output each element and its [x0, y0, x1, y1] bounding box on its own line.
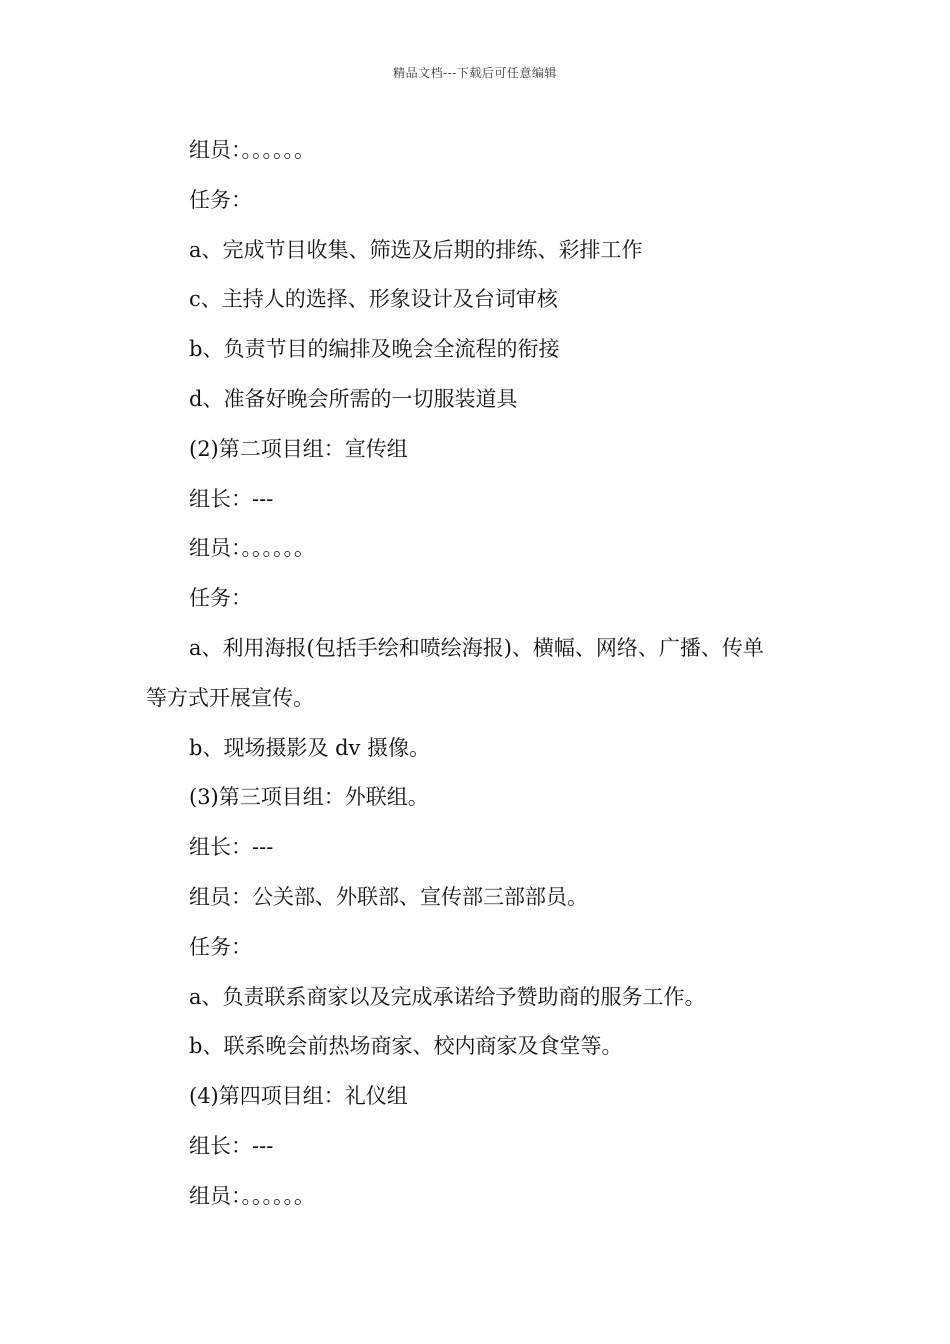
text-line: 组员：。。。。。。	[189, 536, 315, 561]
text-line: 任务：	[189, 934, 252, 959]
text-line: a、负责联系商家以及完成承诺给予赞助商的服务工作。	[189, 984, 706, 1009]
text-line: 组员：。。。。。。	[189, 138, 315, 162]
text-line: b、负责节目的编排及晚会全流程的衔接	[189, 337, 560, 362]
document-body	[146, 126, 816, 1222]
text-line: 组长：---	[189, 486, 274, 511]
text-line: 组员：公关部、外联部、宣传部三部部员。	[189, 884, 588, 909]
text-line: 任务：	[189, 187, 252, 212]
section-heading: (4)第四项目组：礼仪组	[189, 1084, 408, 1109]
section-heading: (2)第二项目组：宣传组	[189, 436, 408, 461]
text-line: 组长：---	[189, 835, 274, 860]
section-heading: (3)第三项目组：外联组。	[189, 785, 429, 810]
text-line: 组长：---	[189, 1133, 274, 1158]
text-line: 组员：。。。。。。	[189, 1183, 315, 1208]
text-line: a、利用海报(包括手绘和喷绘海报)、横幅、网络、广播、传单	[189, 635, 764, 660]
text-line: c、主持人的选择、形象设计及台词审核	[189, 287, 558, 312]
text-line: a、完成节目收集、筛选及后期的排练、彩排工作	[189, 237, 643, 262]
text-line: d、准备好晚会所需的一切服装道具	[189, 386, 518, 411]
text-line: b、联系晚会前热场商家、校内商家及食堂等。	[189, 1034, 623, 1059]
text-line: b、现场摄影及 dv 摄像。	[189, 735, 431, 760]
page-header: 精品文档---下载后可任意编辑	[393, 66, 557, 80]
text-line: 任务：	[189, 586, 252, 611]
text-line: 等方式开展宣传。	[146, 685, 314, 710]
